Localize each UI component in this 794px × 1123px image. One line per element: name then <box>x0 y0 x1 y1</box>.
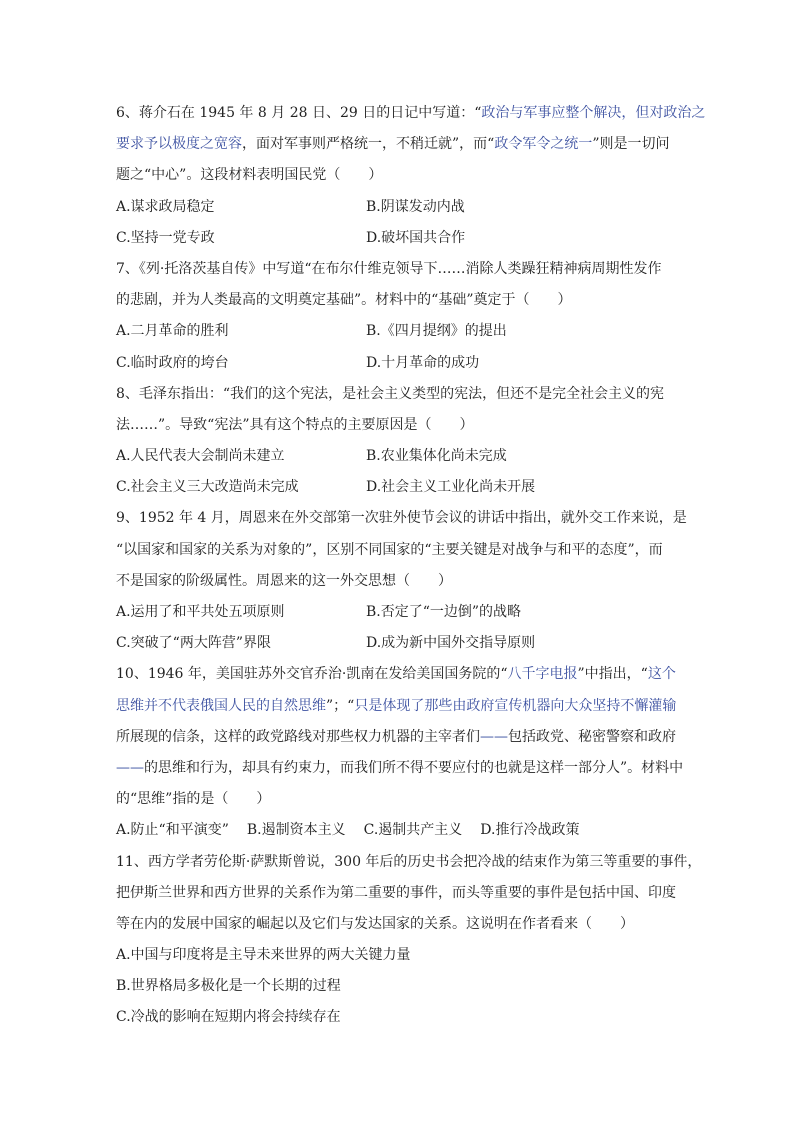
text-segment: 的悲剧，并为人类最高的文明奠定基础”。材料中的“基础”奠定于（ ） <box>116 292 572 309</box>
option-D[interactable]: D.推行冷战政策 <box>480 822 580 839</box>
quoted-text: 这个 <box>647 666 676 683</box>
text-segment: 的“思维”指的是（ ） <box>116 791 271 808</box>
text-segment: 的思维和行为，却具有约束力，而我们所不得不要应付的也就是这样一部分人”。材料中 <box>144 759 684 776</box>
question-text-line <box>116 410 686 441</box>
option-B[interactable]: B.遏制资本主义 <box>246 822 346 839</box>
text-segment: 9、1952 年 4 月，周恩来在外交部第一次驻外使节会议的讲话中指出，就外交工作来说，是 <box>116 510 687 527</box>
text-segment: 法……”。导致“宪法”具有这个特点的主要原因是（ ） <box>116 416 474 433</box>
question-text-line <box>116 566 686 597</box>
option-row <box>116 815 686 846</box>
text-segment: 所展现的信条，这样的政党路线对那些权力机器的主宰者们 <box>116 728 480 745</box>
question-10 <box>116 659 686 846</box>
option-D[interactable]: D.成为新中国外交指导原则 <box>366 635 536 652</box>
option-A[interactable]: A.防止“和平演变” <box>116 822 229 839</box>
quoted-text: 政令军令之统一 <box>494 136 593 153</box>
option-A[interactable]: A.人民代表大会制尚未建立 <box>116 448 285 465</box>
option-row <box>116 472 686 503</box>
quoted-text: —— <box>480 728 508 745</box>
quoted-text: 思维并不代表俄国人民的自然思维 <box>116 697 326 714</box>
option-row <box>116 192 686 223</box>
question-text-line <box>116 379 686 410</box>
option-row <box>116 597 686 628</box>
text-segment: ，面对军事则严格统一，不稍迁就”，而“ <box>242 136 495 153</box>
option-C[interactable]: C.遏制共产主义 <box>363 822 463 839</box>
option-row <box>116 348 686 379</box>
question-text-line <box>116 847 702 878</box>
text-segment: 7、《列·托洛茨基自传》中写道“在布尔什维克领导下……消除人类躁狂精神病周期性发作 <box>116 260 662 277</box>
question-11 <box>116 847 702 1034</box>
quoted-text: —— <box>116 759 144 776</box>
text-segment: 6、蒋介石在 1945 年 8 月 28 日、29 日的日记中写道：“ <box>116 105 482 121</box>
question-text-line <box>116 878 686 909</box>
question-text-line <box>116 691 686 722</box>
option-A[interactable]: A.中国与印度将是主导未来世界的两大关键力量 <box>116 947 411 964</box>
question-text-line <box>116 503 686 534</box>
option-D[interactable]: D.破坏国共合作 <box>366 229 466 246</box>
option-B[interactable]: B.阴谋发动内战 <box>366 198 465 215</box>
quoted-text: 政治与军事应整个解决，但对政治之 <box>481 105 706 121</box>
option-row <box>116 223 686 254</box>
option-C[interactable]: C.突破了“两大阵营”界限 <box>116 635 271 652</box>
option-C[interactable]: C.社会主义三大改造尚未完成 <box>116 479 299 496</box>
option-C[interactable]: C.坚持一党专政 <box>116 229 215 246</box>
text-segment: 把伊斯兰世界和西方世界的关系作为第二重要的事件，而头等重要的事件是包括中国、印度 <box>116 884 676 901</box>
question-7 <box>116 254 686 379</box>
option-A[interactable]: A.运用了和平共处五项原则 <box>116 604 285 620</box>
text-segment: 不是国家的阶级属性。周恩来的这一外交思想（ ） <box>116 572 452 589</box>
text-segment: 包括政党、秘密警察和政府 <box>508 728 676 745</box>
text-segment: 11、西方学者劳伦斯·萨默斯曾说，300 年后的历史书会把冷战的结束作为第三等重要的事件， <box>116 853 702 870</box>
option-B[interactable]: B.否定了“一边倒”的战略 <box>366 604 522 620</box>
option-C[interactable]: C.临时政府的垮台 <box>116 354 229 371</box>
text-segment: ”中指出，“ <box>577 666 648 683</box>
option-row <box>116 441 686 472</box>
question-text-line <box>116 784 686 815</box>
question-text-line <box>116 722 686 753</box>
quoted-text: 只是体现了那些由政府宣传机器向大众坚持不懈灌输 <box>354 697 677 714</box>
question-text-line <box>116 285 686 316</box>
question-text-line <box>116 254 686 285</box>
option-A[interactable]: A.谋求政局稳定 <box>116 198 215 215</box>
option-row <box>116 316 686 347</box>
option-B[interactable]: B.《四月提纲》的提出 <box>366 323 507 340</box>
text-segment: ”；“ <box>326 697 355 714</box>
quoted-text: 八千字电报 <box>507 666 578 683</box>
question-text-line <box>116 129 686 160</box>
question-text-line <box>116 160 686 191</box>
question-text-line <box>116 535 686 566</box>
question-6 <box>116 98 706 254</box>
option-B[interactable]: B.世界格局多极化是一个长期的过程 <box>116 978 341 995</box>
option-D[interactable]: D.社会主义工业化尚未开展 <box>366 479 536 496</box>
text-segment: 8、毛泽东指出：“我们的这个宪法，是社会主义类型的宪法，但还不是完全社会主义的宪 <box>116 385 665 402</box>
question-text-line <box>116 659 686 690</box>
question-text-line <box>116 98 706 129</box>
question-text-line <box>116 909 686 940</box>
option-row <box>116 628 686 659</box>
option-A[interactable]: A.二月革命的胜利 <box>116 323 229 340</box>
question-list <box>116 98 706 1034</box>
text-segment: “以国家和国家的关系为对象的”，区别不同国家的“主要关键是对战争与和平的态度”，而 <box>116 541 663 558</box>
question-text-line <box>116 753 686 784</box>
text-segment: 等在内的发展中国家的崛起以及它们与发达国家的关系。这说明在作者看来（ ） <box>116 915 634 932</box>
text-segment: ”则是一切问 <box>592 136 670 153</box>
option-B[interactable]: B.农业集体化尚未完成 <box>366 448 507 465</box>
option-C[interactable]: C.冷战的影响在短期内将会持续存在 <box>116 1009 341 1026</box>
text-segment: 10、1946 年，美国驻苏外交官乔治·凯南在发给美国国务院的“ <box>116 666 508 683</box>
text-segment: 题之“中心”。这段材料表明国民党（ ） <box>116 167 383 184</box>
question-8 <box>116 379 686 504</box>
question-9 <box>116 503 686 659</box>
option-D[interactable]: D.十月革命的成功 <box>366 354 480 371</box>
quoted-text: 要求予以极度之宽容 <box>116 136 242 153</box>
